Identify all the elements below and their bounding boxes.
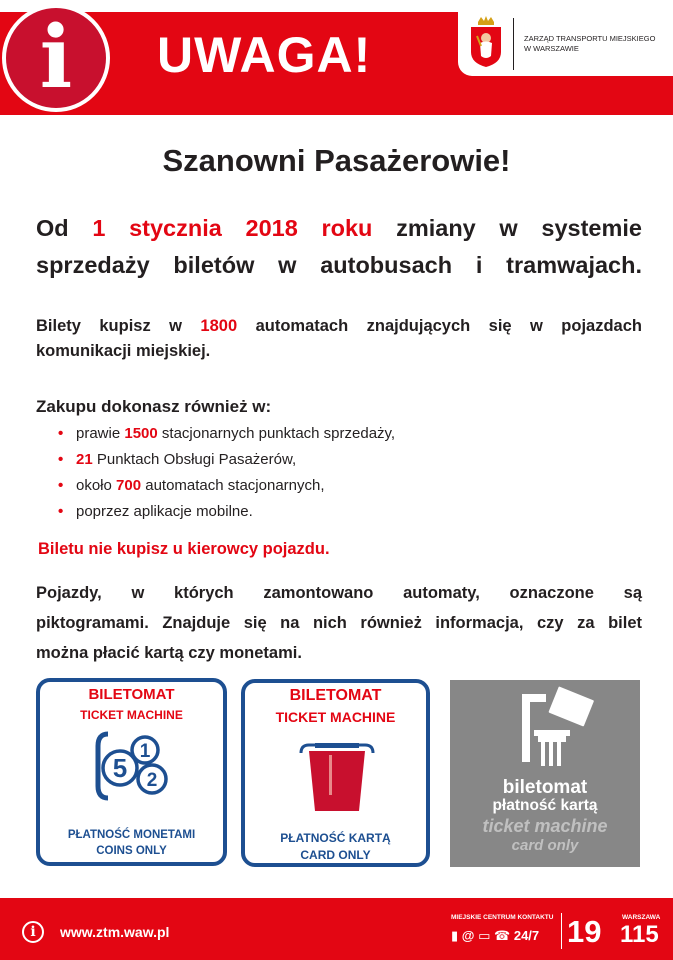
pictogram-card-only: BILETOMAT TICKET MACHINE PŁATNOŚĆ KARTĄ CARD ONLY: [241, 679, 430, 867]
warsaw-coat-of-arms-icon: [469, 16, 503, 68]
contact-number-suffix: 115: [620, 921, 659, 948]
bullet-icon: •: [58, 425, 64, 442]
list-item: • około 700 automatach stacjonarnych,: [58, 475, 395, 501]
pictogram-coins-only: BILETOMAT TICKET MACHINE 5 1 2 PŁATNOŚĆ MONETAMI COINS ONLY: [36, 678, 227, 866]
lead-line-2: sprzedaży biletów w autobusach i tramwajach.: [36, 252, 642, 278]
coin-2-label: 2: [146, 770, 158, 791]
list-item: • prawie 1500 stacjonarnych punktach sprzedaży,: [58, 423, 395, 449]
effective-date: 1 stycznia 2018 roku: [92, 215, 373, 241]
pictogram-card-grey: biletomat płatność kartą ticket machine card only: [450, 680, 640, 867]
bullet-icon: •: [58, 503, 64, 520]
computer-icon: ▭: [478, 928, 491, 943]
website-link[interactable]: www.ztm.waw.pl: [60, 924, 170, 940]
logo-divider: [513, 18, 514, 70]
email-icon: @: [461, 928, 475, 943]
vehicle-machines-paragraph: Bilety kupisz w 1800 automatach znajdujących się w pojazdach komunikacji miejskiej.: [36, 317, 642, 360]
contact-channels: [451, 928, 539, 944]
header-title: UWAGA!: [157, 27, 372, 83]
info-icon: i: [2, 4, 110, 112]
contact-center-label: MIEJSKIE CENTRUM KONTAKTU: [451, 914, 554, 921]
footer-info-icon: i: [22, 921, 44, 943]
org-name: ZARZĄD TRANSPORTU MIEJSKIEGO W WARSZAWIE: [524, 34, 656, 53]
pictogram-paragraph: Pojazdy, w których zamontowano automaty, oznaczone są piktogramami. Znajduje się na nich również informacja, czy za bilet można płacić kartą czy monetami.: [36, 584, 642, 662]
bullet-icon: •: [58, 477, 64, 494]
coin-1-label: 1: [139, 741, 151, 762]
machine-count: 1800: [200, 317, 238, 335]
lead-line-1: Od 1 stycznia 2018 roku zmiany w systemie: [36, 215, 642, 241]
footer-bar: [0, 898, 673, 960]
telephone-icon: ☎: [494, 928, 511, 943]
coins-icon: [92, 726, 172, 806]
list-item: • 21 Punktach Obsługi Pasażerów,: [58, 449, 395, 475]
coin-5-label: 5: [112, 753, 128, 783]
ticket-machine-icon: [494, 684, 598, 768]
contact-hours: 24/7: [513, 928, 540, 943]
list-item: • poprzez aplikacje mobilne.: [58, 501, 395, 527]
driver-warning: Biletu nie kupisz u kierowcy pojazdu.: [38, 540, 330, 558]
phone-icon: ▮: [451, 928, 459, 943]
footer-divider: [561, 913, 562, 949]
card-payment-icon: [297, 741, 377, 813]
page-title: Szanowni Pasażerowie!: [162, 143, 511, 178]
contact-number-prefix: 19: [567, 914, 602, 949]
bullet-icon: •: [58, 451, 64, 468]
purchase-options-heading: Zakupu dokonasz również w:: [36, 397, 272, 416]
purchase-options-list: [58, 423, 395, 527]
header-banner: [0, 0, 673, 115]
city-label: WARSZAWA: [622, 914, 661, 921]
lead-paragraph: [36, 210, 642, 284]
